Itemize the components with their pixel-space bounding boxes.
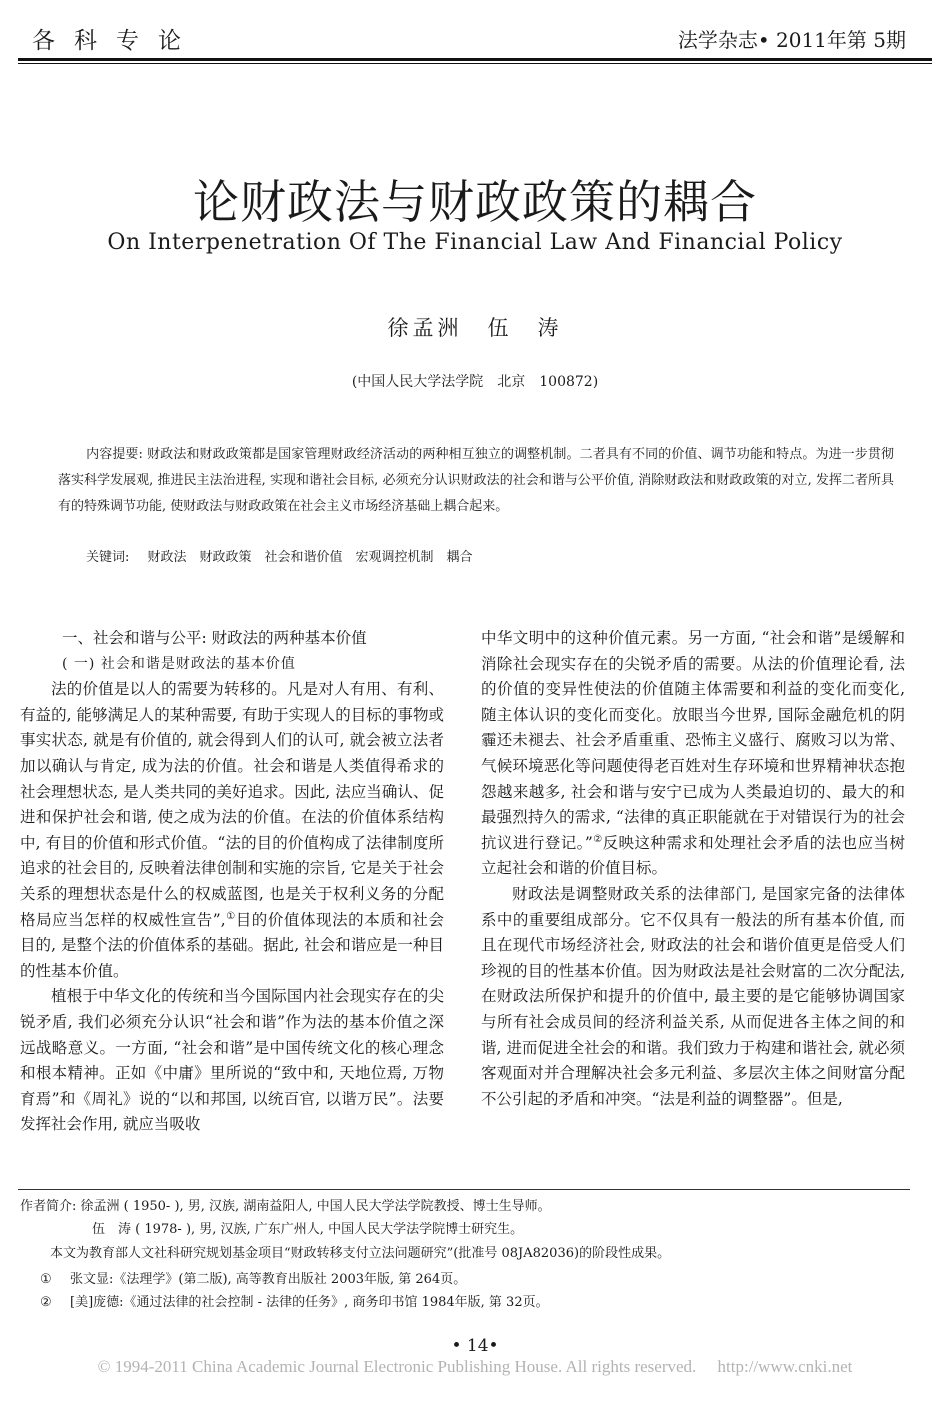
section-heading: 一、社会和谐与公平: 财政法的两种基本价值 [62,629,367,647]
article-title-en: On Interpenetration Of The Financial Law And Financial Policy [107,230,843,255]
footnote-1: ① 张文显:《法理学》(第二版), 高等教育出版社 2003年版, 第 264页。 [40,1272,467,1287]
footnote-2: ② [美]庞德:《通过法律的社会控制 - 法律的任务》, 商务印书馆 1984年版, 第 32页。 [40,1295,549,1310]
section-label: 各科专论 [32,28,200,54]
paragraph: 中华文明中的这种价值元素。另一方面, “社会和谐”是缓解和消除社会现实存在的尖锐矛盾的需要。从法的价值理论看, 法的价值的变异性使法的价值随主体需要和利益的变化而变化, 随主体认识的变化而变化。放眼当今世界, 国际金融危机的阴霾还未褪去、社会矛盾重重、恐怖主义盛行、腐败习以为常、气候环境恶化等问题使得老百姓对生存环境和世界精神状态抱怨越来越多, 社会和谐与安宁已成为人类最迫切的、最大的和最强烈持久的需求, “法律的真正职能就在于对错误行为的社会抗议进行登记。”②反映这种需求和处理社会矛盾的法也应当树立起社会和谐的价值目标。 [481,629,905,878]
abstract-text: 内容提要: 财政法和财政政策都是国家管理财政经济活动的两种相互独立的调整机制。二者具有不同的价值、调节功能和特点。为进一步贯彻落实科学发展观, 推进民主法治进程, 实现和谐社会目标, 必须充分认识财政法的社会和谐与公平价值, 消除财政法和财政政策的对立, 发挥二者所具有的特殊调节功能, 使财政法与财政政策在社会主义市场经济基础上耦合起来。 [58,447,894,514]
header-rule-thin [18,63,932,64]
article-title-cn: 论财政法与财政政策的耦合 [193,175,757,229]
header-rule [18,58,932,61]
author-bio-2: 伍 涛 ( 1978- ), 男, 汉族, 广东广州人, 中国人民大学法学院博士研究生。 [92,1222,524,1237]
footnote-ref-2[interactable]: ② [592,833,603,845]
copyright-watermark: © 1994-2011 China Academic Journal Electronic Publishing House. All rights reserved. http://www.cnki.net [97,1357,853,1376]
abstract [58,442,894,520]
body-column-left [20,626,444,1138]
paragraph: 法的价值是以人的需要为转移的。凡是对人有用、有利、有益的, 能够满足人的某种需要, 有助于实现人的目标的事物或事实状态, 就是有价值的, 就会得到人们的认可, 就会被立法者加以确认与肯定, 成为法的价值。社会和谐是人类值得希求的社会理想状态, 是人类共同的美好追求。因此, 法应当确认、促进和保护社会和谐, 使之成为法的价值。在法的价值体系结构中, 有目的价值和形式价值。“法的目的价值构成了法律制度所追求的社会目的, 反映着法律创制和实施的宗旨, 它是关于社会关系的理想状态是什么的权威蓝图, 也是关于权利义务的分配格局应当怎样的权威性宣告”,①目的价值体现法的本质和社会目的, 是整个法的价值体系的基础。据此, 社会和谐应是一种目的性基本价值。 [20,680,444,980]
author-bio-1: 作者简介: 徐孟洲 ( 1950- ), 男, 汉族, 湖南益阳人, 中国人民大学法学院教授、博士生导师。 [20,1199,551,1214]
paragraph: 财政法是调整财政关系的法律部门, 是国家完备的法律体系中的重要组成部分。它不仅具有一般法的所有基本价值, 而且在现代市场经济社会, 财政法的社会和谐价值更是倍受人们珍视的目的性基本价值。因为财政法是社会财富的二次分配法, 在财政法所保护和提升的价值中, 最主要的是它能够协调国家与所有社会成员间的经济利益关系, 从而促进各主体之间的和谐, 进而促进全社会的和谐。我们致力于构建和谐社会, 就必须客观面对并合理解决社会多元利益、多层次主体之间财富分配不公引起的矛盾和冲突。“法是利益的调整器”。但是, [481,884,905,1108]
footnote-ref-1[interactable]: ① [225,910,236,922]
funding-note: 本文为教育部人文社科研究规划基金项目“财政转移支付立法问题研究”(批准号 08JA82036)的阶段性成果。 [50,1246,671,1261]
body-column-right [481,626,905,1112]
article-authors: 徐孟洲 伍 涛 [387,316,563,340]
keywords: 关键词: 财政法 财政政策 社会和谐价值 宏观调控机制 耦合 [86,550,473,565]
subsection-heading: ( 一) 社会和谐是财政法的基本价值 [62,655,296,672]
author-affiliation: (中国人民大学法学院 北京 100872) [351,374,599,390]
page-number: • 14• [451,1336,499,1356]
paragraph: 植根于中华文化的传统和当今国际国内社会现实存在的尖锐矛盾, 我们必须充分认识“社会和谐”作为法的基本价值之深远战略意义。一方面, “社会和谐”是中国传统文化的核心理念和根本精神。正如《中庸》里所说的“致中和, 天地位焉, 万物育焉”和《周礼》说的“以和邦国, 以统百官, 以谐万民”。法要发挥社会作用, 就应当吸收 [20,987,444,1134]
footnote-rule [18,1189,910,1190]
journal-issue: 法学杂志• 2011年第 5期 [677,28,906,52]
